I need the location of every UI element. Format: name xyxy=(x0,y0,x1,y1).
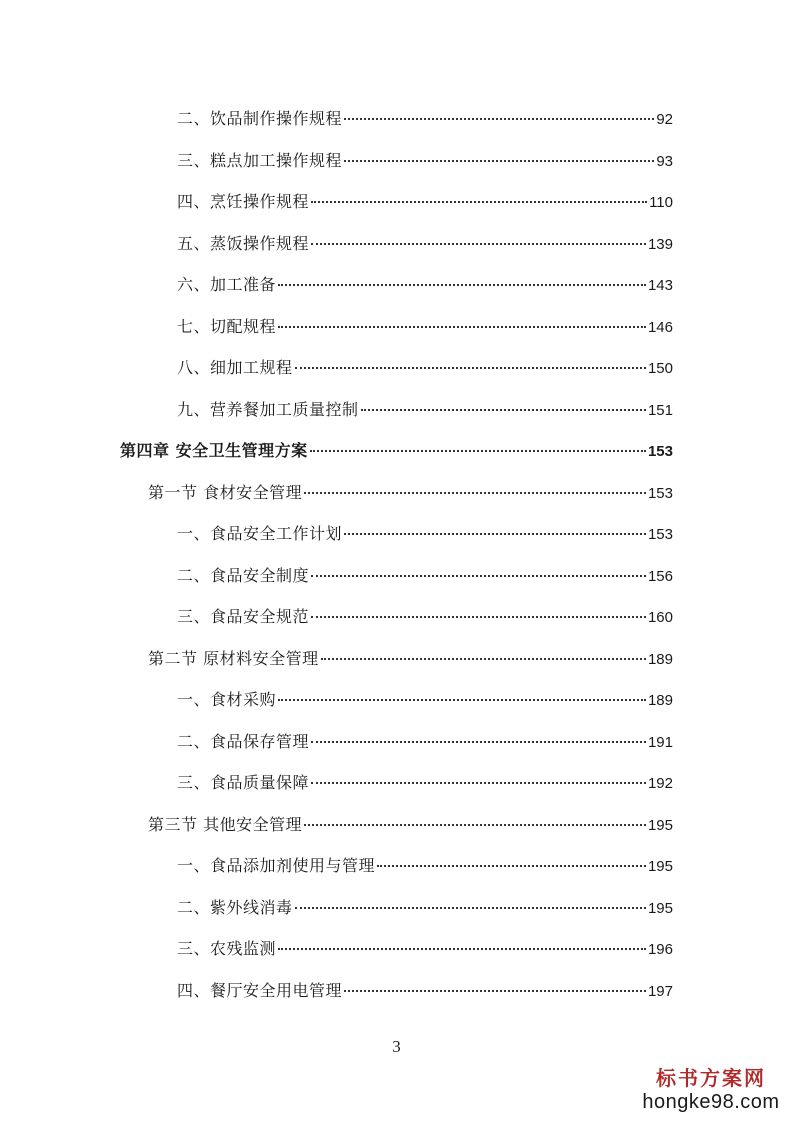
toc-dot-leader xyxy=(311,741,646,743)
toc-subsection-entry[interactable] xyxy=(0,263,793,305)
toc-entry-line xyxy=(177,314,673,337)
toc-subsection-entry[interactable] xyxy=(0,97,793,139)
toc-subsection-entry[interactable] xyxy=(0,969,793,1011)
toc-dot-leader xyxy=(304,824,646,826)
toc-entry-title: 六、加工准备 xyxy=(177,275,277,295)
toc-dot-leader xyxy=(311,575,646,577)
toc-entry-page-number: 195 xyxy=(647,816,673,834)
toc-entry-page-number: 150 xyxy=(647,360,673,378)
toc-dot-leader xyxy=(321,658,646,660)
toc-entry-title: 三、食品质量保障 xyxy=(177,773,310,793)
toc-subsection-entry[interactable] xyxy=(0,720,793,762)
toc-entry-title: 第三节 其他安全管理 xyxy=(148,814,303,834)
toc-dot-leader xyxy=(344,118,654,120)
toc-entry-line xyxy=(177,895,673,918)
toc-entry-title: 二、饮品制作操作规程 xyxy=(177,109,343,129)
toc-dot-leader xyxy=(295,367,646,369)
toc-dot-leader xyxy=(344,160,654,162)
toc-entry-page-number: 196 xyxy=(647,941,673,959)
toc-subsection-entry[interactable] xyxy=(0,180,793,222)
toc-entry-page-number: 151 xyxy=(647,401,673,419)
toc-entry-line xyxy=(177,148,673,171)
toc-entry-line xyxy=(177,853,673,876)
toc-dot-leader xyxy=(311,782,646,784)
toc-entry-line xyxy=(148,646,673,669)
toc-dot-leader xyxy=(311,243,646,245)
toc-entry-title: 九、营养餐加工质量控制 xyxy=(177,399,359,419)
toc-entry-title: 四、餐厅安全用电管理 xyxy=(177,980,343,1000)
toc-entry-page-number: 189 xyxy=(647,650,673,668)
toc-entry-page-number: 156 xyxy=(647,567,673,585)
toc-entry-line xyxy=(177,936,673,959)
table-of-contents xyxy=(0,97,793,1010)
toc-entry-title: 一、食品安全工作计划 xyxy=(177,524,343,544)
toc-subsection-entry[interactable] xyxy=(0,512,793,554)
toc-entry-title: 第一节 食材安全管理 xyxy=(148,482,303,502)
toc-entry-page-number: 191 xyxy=(647,733,673,751)
toc-entry-line xyxy=(177,604,673,627)
toc-entry-line xyxy=(177,687,673,710)
toc-section-entry[interactable] xyxy=(0,637,793,679)
toc-dot-leader xyxy=(311,201,647,203)
toc-entry-page-number: 197 xyxy=(647,982,673,1000)
toc-entry-page-number: 153 xyxy=(647,526,673,544)
watermark-name: 标书方案网 xyxy=(656,1066,766,1090)
toc-subsection-entry[interactable] xyxy=(0,927,793,969)
toc-dot-leader xyxy=(278,699,646,701)
toc-entry-line xyxy=(120,438,673,461)
toc-entry-line xyxy=(177,397,673,420)
toc-entry-title: 二、紫外线消毒 xyxy=(177,897,293,917)
toc-dot-leader xyxy=(278,284,646,286)
toc-entry-title: 三、糕点加工操作规程 xyxy=(177,150,343,170)
toc-dot-leader xyxy=(344,533,646,535)
toc-subsection-entry[interactable] xyxy=(0,305,793,347)
toc-entry-line xyxy=(177,770,673,793)
toc-dot-leader xyxy=(377,865,646,867)
toc-entry-title: 四、烹饪操作规程 xyxy=(177,192,310,212)
toc-entry-page-number: 189 xyxy=(647,692,673,710)
toc-entry-page-number: 160 xyxy=(647,609,673,627)
toc-entry-page-number: 143 xyxy=(647,277,673,295)
toc-dot-leader xyxy=(311,616,646,618)
toc-chapter-entry[interactable] xyxy=(0,429,793,471)
toc-subsection-entry[interactable] xyxy=(0,678,793,720)
toc-dot-leader xyxy=(278,948,646,950)
watermark-url: hongke98.com xyxy=(642,1091,780,1113)
toc-entry-line xyxy=(148,812,673,835)
toc-entry-page-number: 92 xyxy=(656,111,673,129)
toc-entry-line xyxy=(177,189,673,212)
toc-dot-leader xyxy=(278,326,646,328)
toc-entry-title: 五、蒸饭操作规程 xyxy=(177,233,310,253)
watermark-logo xyxy=(641,1062,781,1114)
toc-entry-title: 第四章 安全卫生管理方案 xyxy=(120,441,308,461)
toc-section-entry[interactable] xyxy=(0,803,793,845)
toc-entry-title: 一、食材采购 xyxy=(177,690,277,710)
toc-entry-line xyxy=(177,563,673,586)
toc-subsection-entry[interactable] xyxy=(0,844,793,886)
toc-entry-title: 一、食品添加剂使用与管理 xyxy=(177,856,376,876)
toc-subsection-entry[interactable] xyxy=(0,554,793,596)
toc-entry-title: 三、食品安全规范 xyxy=(177,607,310,627)
toc-entry-line xyxy=(177,231,673,254)
toc-dot-leader xyxy=(295,907,646,909)
toc-entry-page-number: 153 xyxy=(647,443,673,461)
toc-section-entry[interactable] xyxy=(0,471,793,513)
page-number: 3 xyxy=(392,1037,401,1056)
toc-dot-leader xyxy=(310,450,646,452)
toc-entry-line xyxy=(177,729,673,752)
toc-subsection-entry[interactable] xyxy=(0,346,793,388)
toc-entry-line xyxy=(148,480,673,503)
toc-entry-title: 二、食品安全制度 xyxy=(177,565,310,585)
toc-subsection-entry[interactable] xyxy=(0,595,793,637)
toc-entry-line xyxy=(177,355,673,378)
toc-entry-page-number: 146 xyxy=(647,318,673,336)
toc-dot-leader xyxy=(361,409,646,411)
toc-entry-page-number: 195 xyxy=(647,899,673,917)
toc-subsection-entry[interactable] xyxy=(0,761,793,803)
toc-entry-page-number: 139 xyxy=(647,235,673,253)
toc-dot-leader xyxy=(344,990,646,992)
toc-dot-leader xyxy=(304,492,646,494)
toc-subsection-entry[interactable] xyxy=(0,139,793,181)
toc-subsection-entry[interactable] xyxy=(0,886,793,928)
toc-entry-line xyxy=(177,978,673,1001)
toc-entry-title: 二、食品保存管理 xyxy=(177,731,310,751)
toc-entry-title: 三、农残监测 xyxy=(177,939,277,959)
toc-entry-title: 八、细加工规程 xyxy=(177,358,293,378)
toc-entry-line xyxy=(177,106,673,129)
toc-entry-page-number: 153 xyxy=(647,484,673,502)
toc-entry-page-number: 93 xyxy=(656,152,673,170)
toc-entry-title: 第二节 原材料安全管理 xyxy=(148,648,319,668)
toc-entry-title: 七、切配规程 xyxy=(177,316,277,336)
toc-entry-page-number: 192 xyxy=(647,775,673,793)
toc-subsection-entry[interactable] xyxy=(0,222,793,264)
toc-entry-page-number: 195 xyxy=(647,858,673,876)
toc-entry-page-number: 110 xyxy=(649,194,673,212)
toc-entry-line xyxy=(177,521,673,544)
toc-entry-line xyxy=(177,272,673,295)
toc-subsection-entry[interactable] xyxy=(0,388,793,430)
